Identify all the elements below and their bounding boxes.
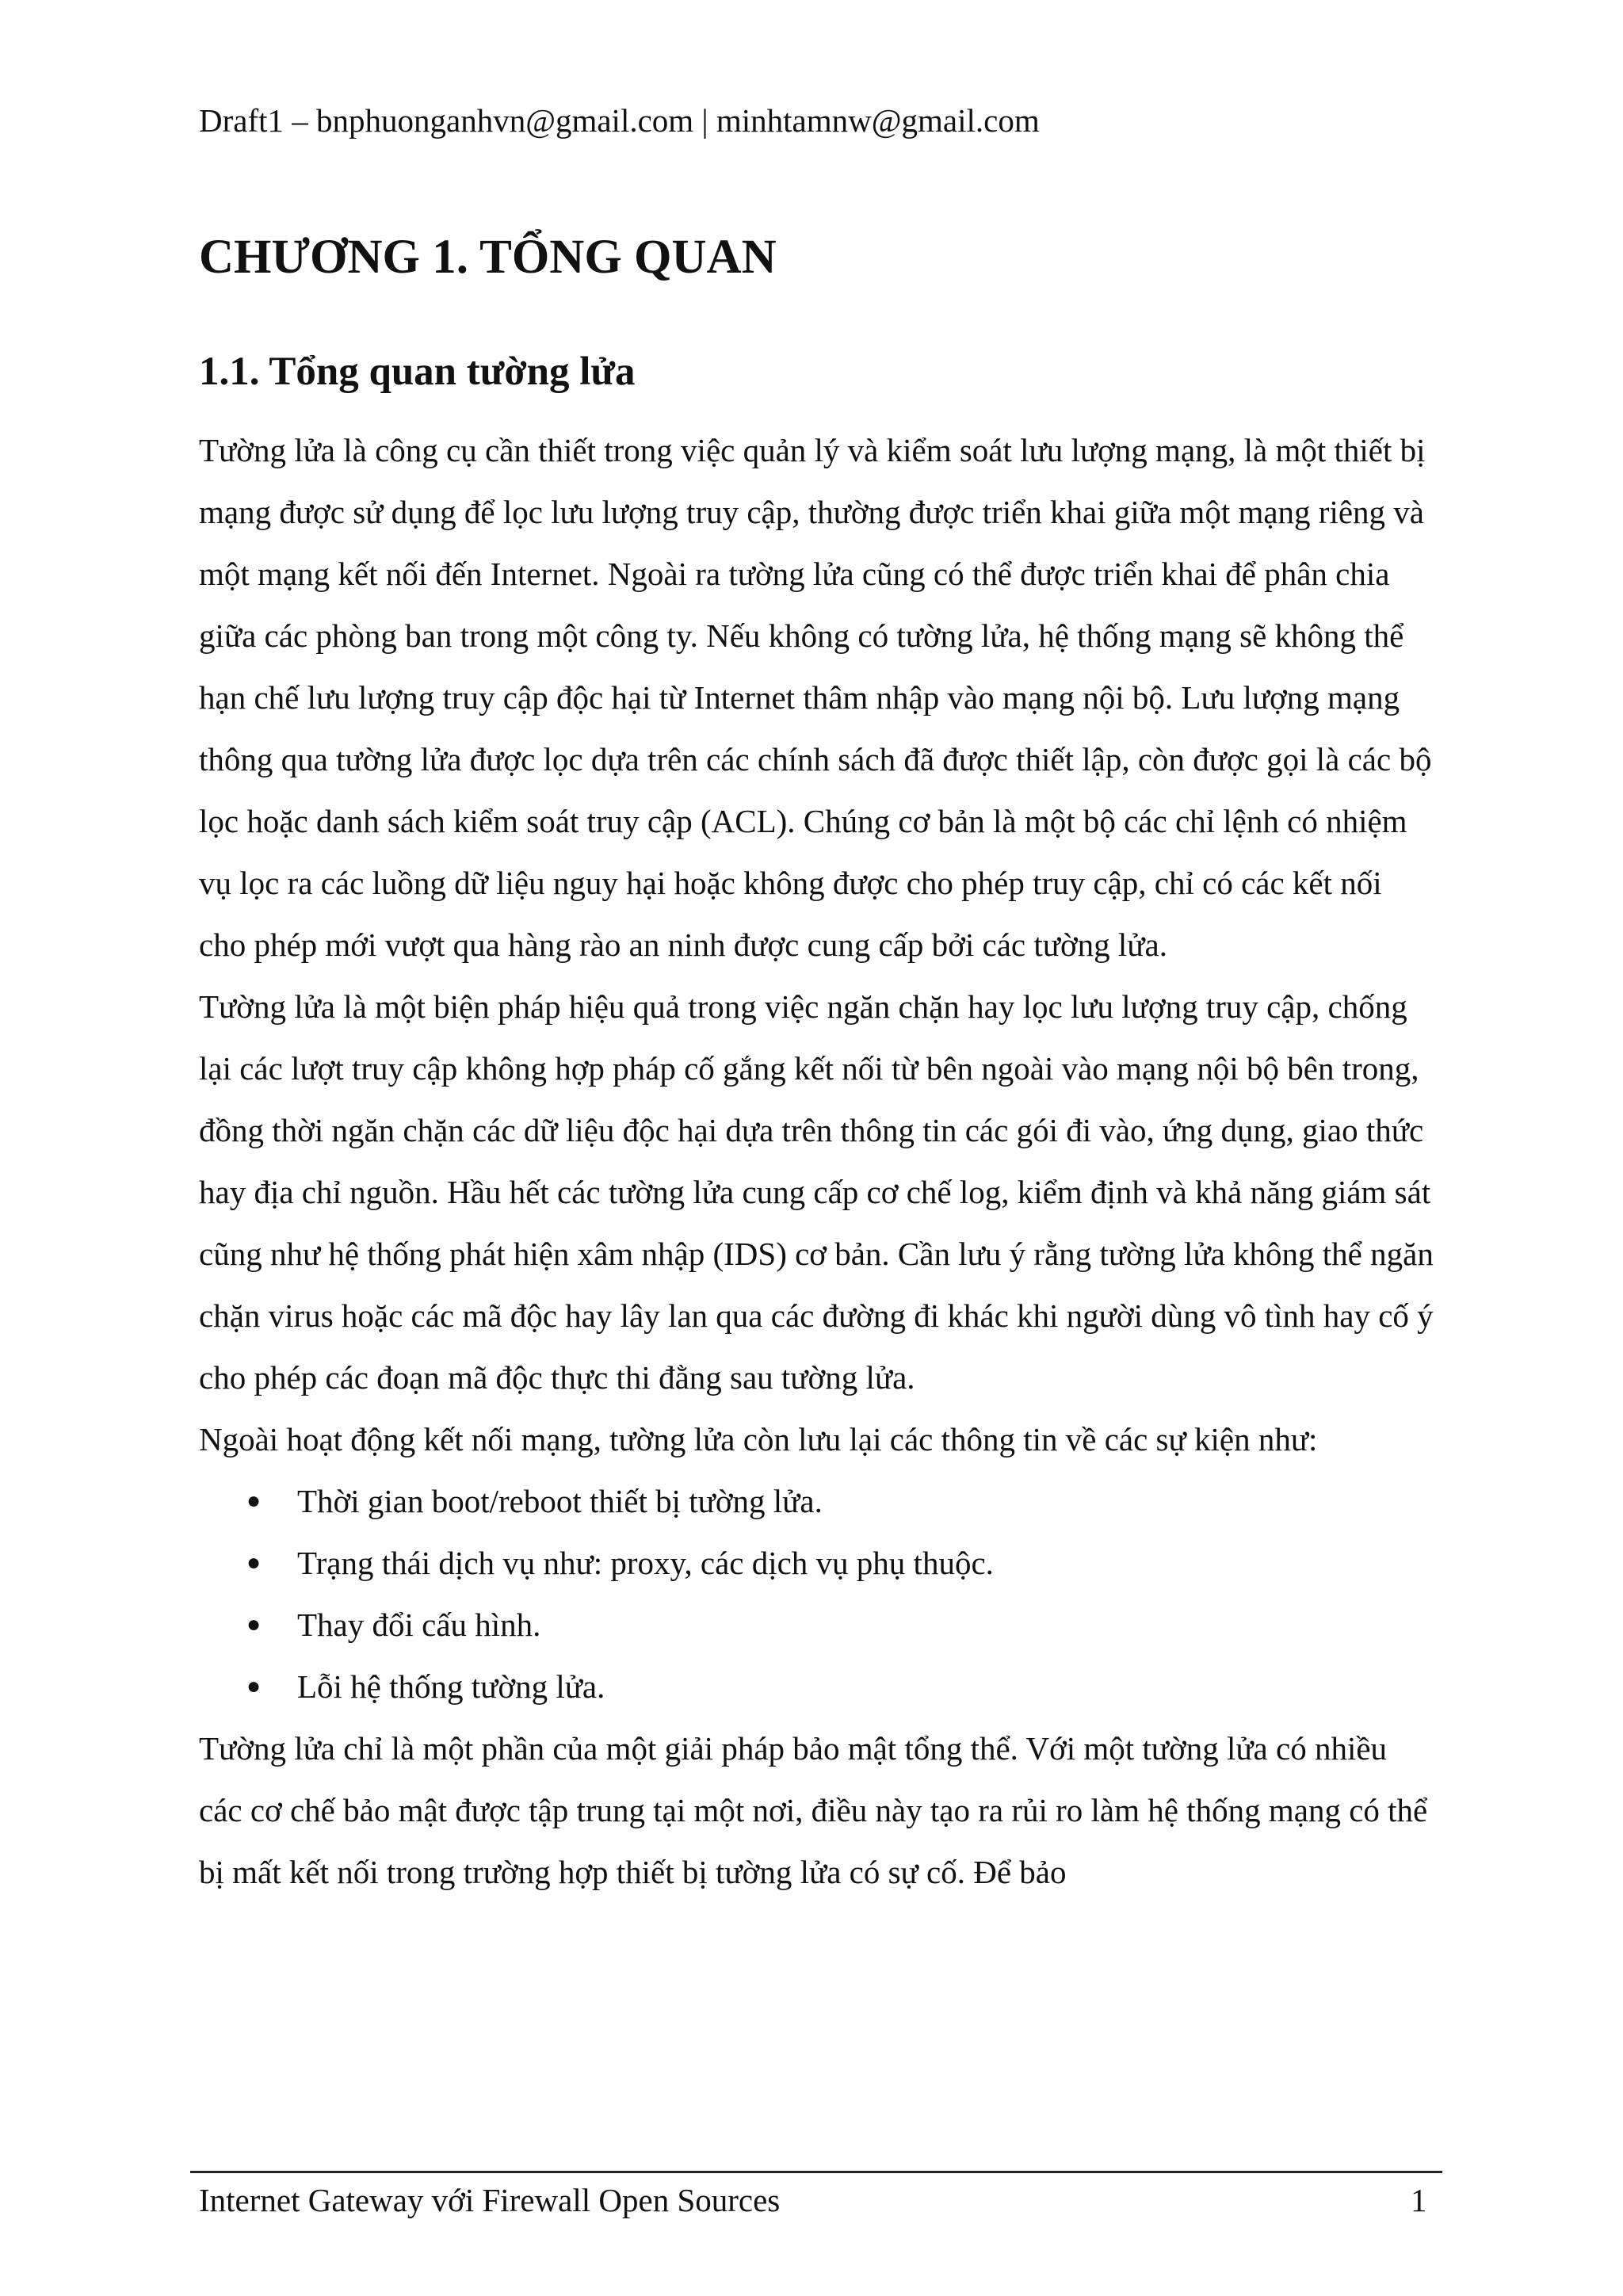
page-number: 1 <box>1411 2182 1427 2218</box>
list-item-text: Lỗi hệ thống tường lửa. <box>297 1668 605 1705</box>
bullet-icon: ● <box>246 1673 262 1699</box>
list-item <box>199 1470 1435 1532</box>
paragraph: Ngoài hoạt động kết nối mạng, tường lửa còn lưu lại các thông tin về các sự kiện như: <box>199 1421 1318 1457</box>
list-item <box>199 1532 1435 1594</box>
bullet-icon: ● <box>246 1549 262 1576</box>
section-title: 1.1. Tổng quan tường lửa <box>199 350 636 394</box>
footer-title: Internet Gateway với Firewall Open Sources <box>199 2182 781 2218</box>
list-item-text: Thay đổi cấu hình. <box>297 1606 541 1643</box>
paragraph: Tường lửa là một biện pháp hiệu quả trong việc ngăn chặn hay lọc lưu lượng truy cập, chống lại các lượt truy cập không hợp pháp cố gắng kết nối từ bên ngoài vào mạng nội bộ bên trong, đồng thời ngăn chặn các dữ liệu độc hại dựa trên thông tin các gói đi vào, ứng dụng, giao thức hay địa chỉ nguồn. Hầu hết các tường lửa cung cấp cơ chế log, kiểm định và khả năng giám sát cũng như hệ thống phát hiện xâm nhập (IDS) cơ bản. Cần lưu ý rằng tường lửa không thể ngăn chặn virus hoặc các mã độc hay lây lan qua các đường đi khác khi người dùng vô tình hay cố ý cho phép các đoạn mã độc thực thi đằng sau tường lửa. <box>199 988 1434 1396</box>
paragraph: Tường lửa chỉ là một phần của một giải pháp bảo mật tổng thể. Với một tường lửa có nhiều các cơ chế bảo mật được tập trung tại một nơi, điều này tạo ra rủi ro làm hệ thống mạng có thể bị mất kết nối trong trường hợp thiết bị tường lửa có sự cố. Để bảo <box>199 1730 1428 1890</box>
body-text <box>199 419 1435 1903</box>
chapter-title: CHƯƠNG 1. TỔNG QUAN <box>199 231 777 284</box>
list-item-text: Thời gian boot/reboot thiết bị tường lửa. <box>297 1483 823 1519</box>
footer-divider <box>190 2171 1442 2173</box>
bullet-icon: ● <box>246 1488 262 1514</box>
list-item <box>199 1656 1435 1717</box>
list-item <box>199 1594 1435 1656</box>
paragraph: Tường lửa là công cụ cần thiết trong việc quản lý và kiểm soát lưu lượng mạng, là một thiết bị mạng được sử dụng để lọc lưu lượng truy cập, thường được triển khai giữa một mạng riêng và một mạng kết nối đến Internet. Ngoài ra tường lửa cũng có thể được triển khai để phân chia giữa các phòng ban trong một công ty. Nếu không có tường lửa, hệ thống mạng sẽ không thể hạn chế lưu lượng truy cập độc hại từ Internet thâm nhập vào mạng nội bộ. Lưu lượng mạng thông qua tường lửa được lọc dựa trên các chính sách đã được thiết lập, còn được gọi là các bộ lọc hoặc danh sách kiểm soát truy cập (ACL). Chúng cơ bản là một bộ các chỉ lệnh có nhiệm vụ lọc ra các luồng dữ liệu nguy hại hoặc không được cho phép truy cập, chỉ có các kết nối cho phép mới vượt qua hàng rào an ninh được cung cấp bởi các tường lửa. <box>199 432 1432 963</box>
event-list <box>199 1470 1435 1717</box>
list-item-text: Trạng thái dịch vụ như: proxy, các dịch vụ phụ thuộc. <box>297 1545 994 1581</box>
page-header: Draft1 – bnphuonganhvn@gmail.com | minhtamnw@gmail.com <box>199 102 1040 139</box>
bullet-icon: ● <box>246 1611 262 1637</box>
